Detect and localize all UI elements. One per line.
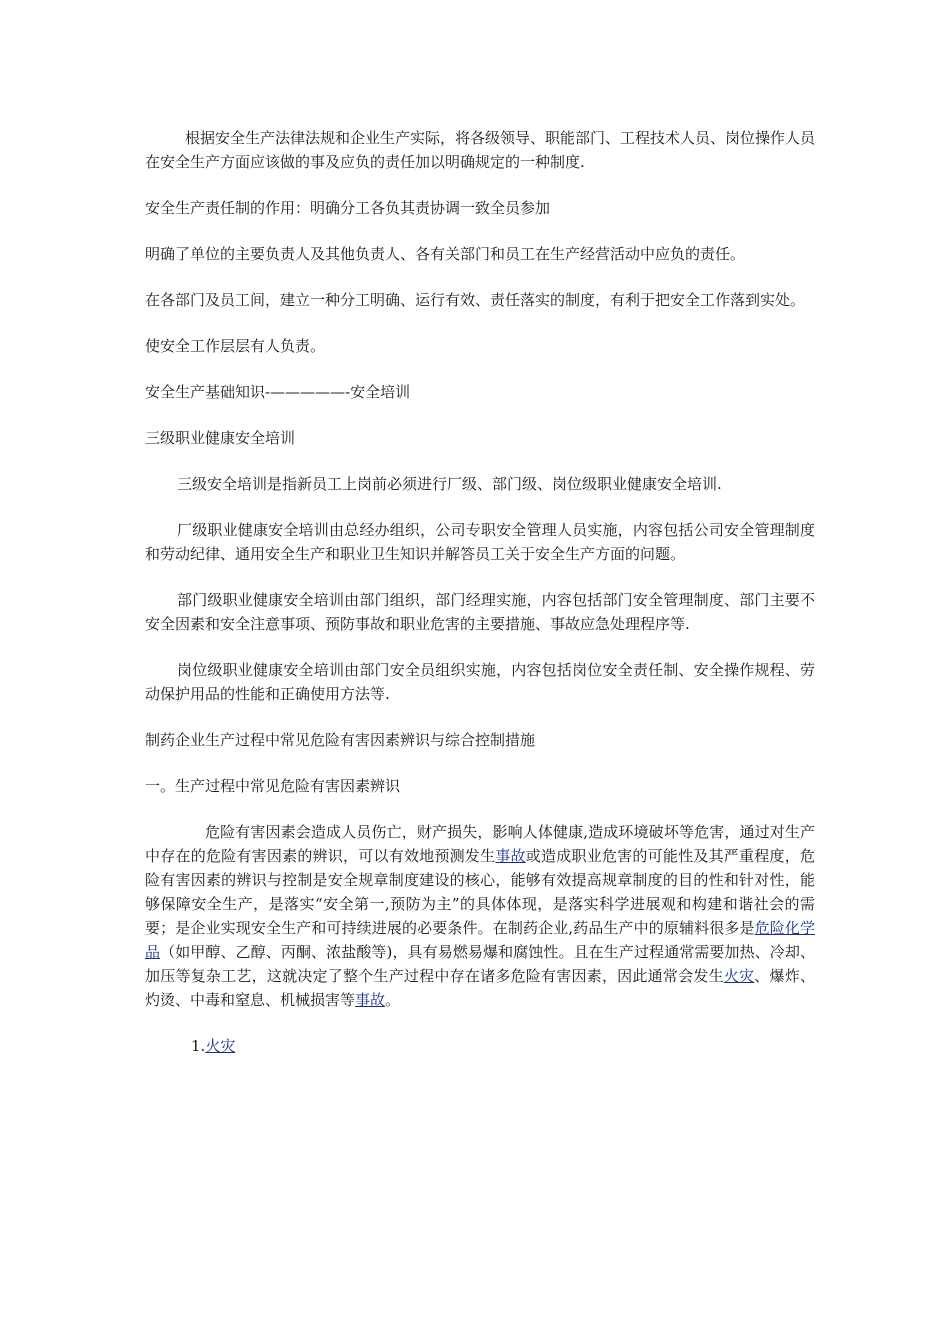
paragraph-role-1: 明确了单位的主要负责人及其他负责人、各有关部门和员工在生产经营活动中应负的责任。 [145,245,746,263]
paragraph-factory-level: 厂级职业健康安全培训由总经办组织，公司专职安全管理人员实施，内容包括公司安全管理制度和劳动纪律、通用安全生产和职业卫生知识并解答员工关于安全生产方面的问题。 [145,521,815,563]
link-fire[interactable]: 火灾 [723,967,755,985]
paragraph-role-3: 使安全工作层层有人负责。 [145,337,326,355]
link-accident-2[interactable]: 事故 [355,991,386,1009]
text-segment: 。 [385,991,401,1009]
section-heading-training: 安全生产基础知识-—————-安全培训 [145,383,411,401]
link-fire-item[interactable]: 火灾 [205,1037,236,1055]
paragraph-hazard-details [145,820,815,1012]
subheading-hazard-identification: 一。生产过程中常见危险有害因素辨识 [145,777,401,795]
document-body [145,126,815,1058]
text-segment: 、爆炸、灼烫、中毒和窒息、机械损害等 [145,967,815,1009]
subheading-three-level: 三级职业健康安全培训 [145,429,296,447]
paragraph-three-level: 三级安全培训是指新员工上岗前必须进行厂级、部门级、岗位级职业健康安全培训. [177,475,722,493]
section-heading-hazards: 制药企业生产过程中常见危险有害因素辨识与综合控制措施 [145,731,536,749]
paragraph-definition: 根据安全生产法律法规和企业生产实际，将各级领导、职能部门、工程技术人员、岗位操作人员在安全生产方面应该做的事及应负的责任加以明确规定的一种制度. [145,129,816,171]
link-accident[interactable]: 事故 [495,847,526,865]
text-segment: （如甲醇、乙醇、丙酮、浓盐酸等)，具有易燃易爆和腐蚀性。且在生产过程通常需要加热、冷却、加压等复杂工艺，这就决定了整个生产过程中存在诸多危险有害因素，因此通常会发生 [145,943,815,985]
paragraph-department-level: 部门级职业健康安全培训由部门组织，部门经理实施，内容包括部门安全管理制度、部门主要不安全因素和安全注意事项、预防事故和职业危害的主要措施、事故应急处理程序等. [145,591,815,633]
list-number: 1. [191,1037,206,1055]
text-segment: 危险有害因素会造成人员伤亡，财产损失，影响人体健康,造成环境破坏等危害，通过对生产中存在的危险有害因素的辨识，可以有效地预测发生 [145,823,815,865]
paragraph-role-2: 在各部门及员工间，建立一种分工明确、运行有效、责任落实的制度，有利于把安全工作落到实处。 [145,291,806,309]
list-item-fire [145,1034,815,1058]
text-segment: 或造成职业危害的可能性及其严重程度，危险有害因素的辨识与控制是安全规章制度建设的核心，能够有效提高规章制度的目的性和针对性，能够保障安全生产，是落实“安全第一,预防为主”的具体体现，是落实科学进展观和构建和谐社会的需要；是企业实现安全生产和可持续进展的必要条件。在制药企业,药品生产中的原辅料很多是 [145,847,815,937]
link-hazardous-chemicals[interactable]: 危险化学品 [145,919,815,961]
paragraph-role-heading: 安全生产责任制的作用：明确分工各负其责协调一致全员参加 [145,199,551,217]
paragraph-post-level: 岗位级职业健康安全培训由部门安全员组织实施，内容包括岗位安全责任制、安全操作规程、劳动保护用品的性能和正确使用方法等. [145,661,815,703]
